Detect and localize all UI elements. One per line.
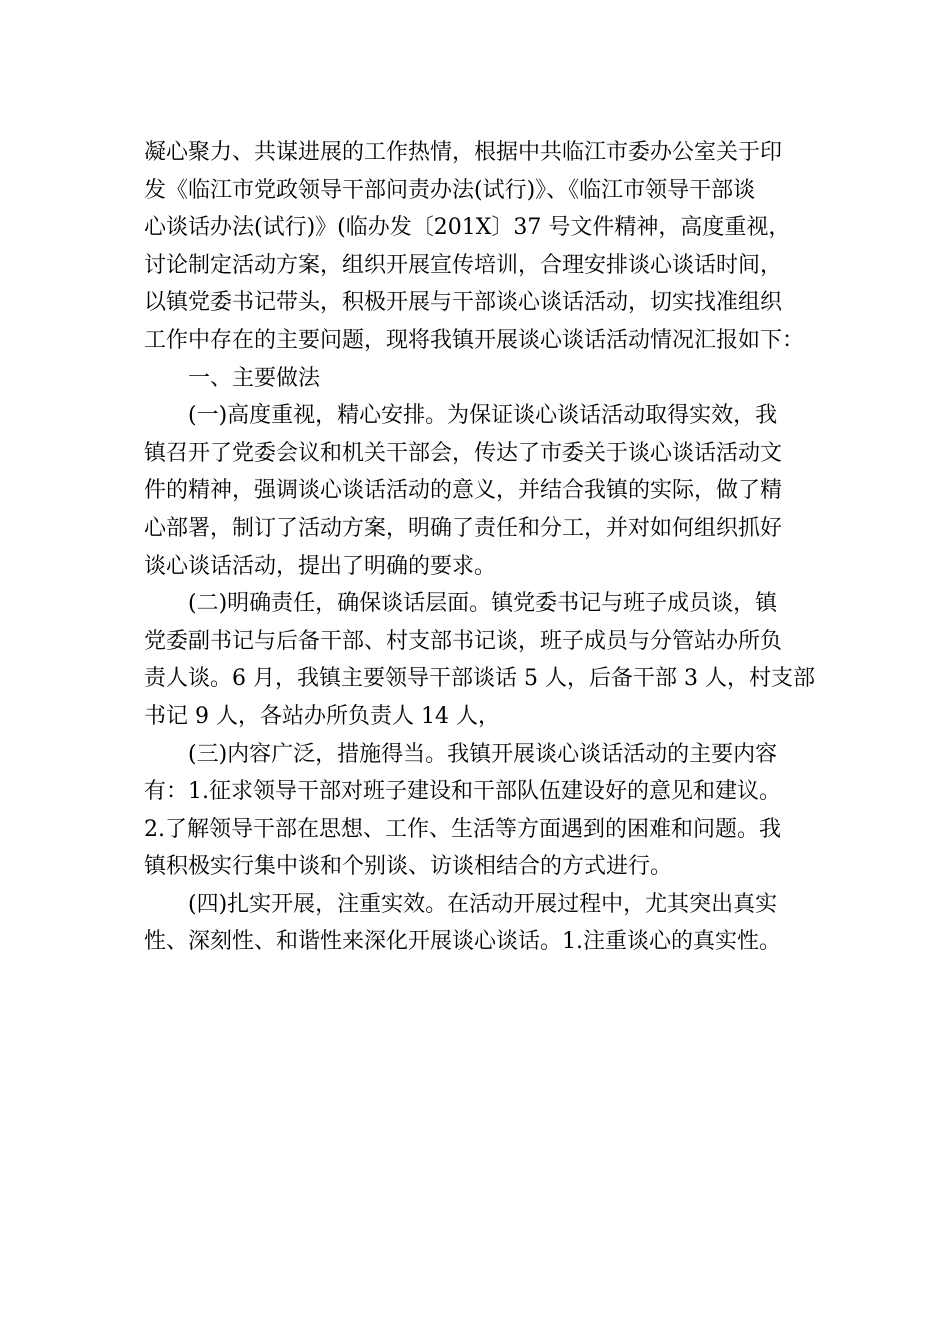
text-line: 工作中存在的主要问题，现将我镇开展谈心谈话活动情况汇报如下：	[144, 327, 805, 353]
text-line: 谈心谈话活动，提出了明确的要求。	[144, 553, 497, 579]
text-line: 镇召开了党委会议和机关干部会，传达了市委关于谈心谈话活动文	[144, 440, 783, 466]
document-body	[144, 134, 814, 961]
text-line: 责人谈。6 月，我镇主要领导干部谈话 5 人，后备干部 3 人，村支部	[144, 666, 815, 692]
text-line: 性、深刻性、和谐性来深化开展谈心谈话。1.注重谈心的真实性。	[144, 929, 781, 955]
text-line: 有：1.征求领导干部对班子建设和干部队伍建设好的意见和建议。	[144, 779, 781, 805]
text-line: (二)明确责任，确保谈话层面。镇党委书记与班子成员谈，镇	[188, 591, 778, 617]
text-line: 以镇党委书记带头，积极开展与干部谈心谈话活动，切实找准组织	[144, 290, 783, 316]
text-line: 凝心聚力、共谋进展的工作热情，根据中共临江市委办公室关于印	[144, 140, 783, 165]
text-line: 镇积极实行集中谈和个别谈、访谈相结合的方式进行。	[144, 854, 673, 880]
text-line: 发《临江市党政领导干部问责办法(试行)》、《临江市领导干部谈	[144, 177, 756, 203]
text-line: 党委副书记与后备干部、村支部书记谈，班子成员与分管站办所负	[144, 628, 783, 654]
text-line: 一、主要做法	[188, 365, 321, 391]
text-line: (三)内容广泛，措施得当。我镇开展谈心谈话活动的主要内容	[188, 741, 778, 767]
text-line: (一)高度重视，精心安排。为保证谈心谈话活动取得实效，我	[188, 403, 778, 429]
text-line: (四)扎实开展，注重实效。在活动开展过程中，尤其突出真实	[188, 891, 778, 917]
text-line: 讨论制定活动方案，组织开展宣传培训，合理安排谈心谈话时间，	[144, 252, 783, 278]
text-line: 心部署，制订了活动方案，明确了责任和分工，并对如何组织抓好	[144, 515, 783, 541]
text-line: 件的精神，强调谈心谈话活动的意义，并结合我镇的实际，做了精	[144, 478, 783, 504]
text-line: 心谈话办法(试行)》(临办发〔201X〕37 号文件精神，高度重视，	[144, 215, 791, 241]
text-line: 书记 9 人，各站办所负责人 14 人，	[144, 703, 500, 729]
text-line: 2.了解领导干部在思想、工作、生活等方面遇到的困难和问题。我	[144, 816, 781, 842]
